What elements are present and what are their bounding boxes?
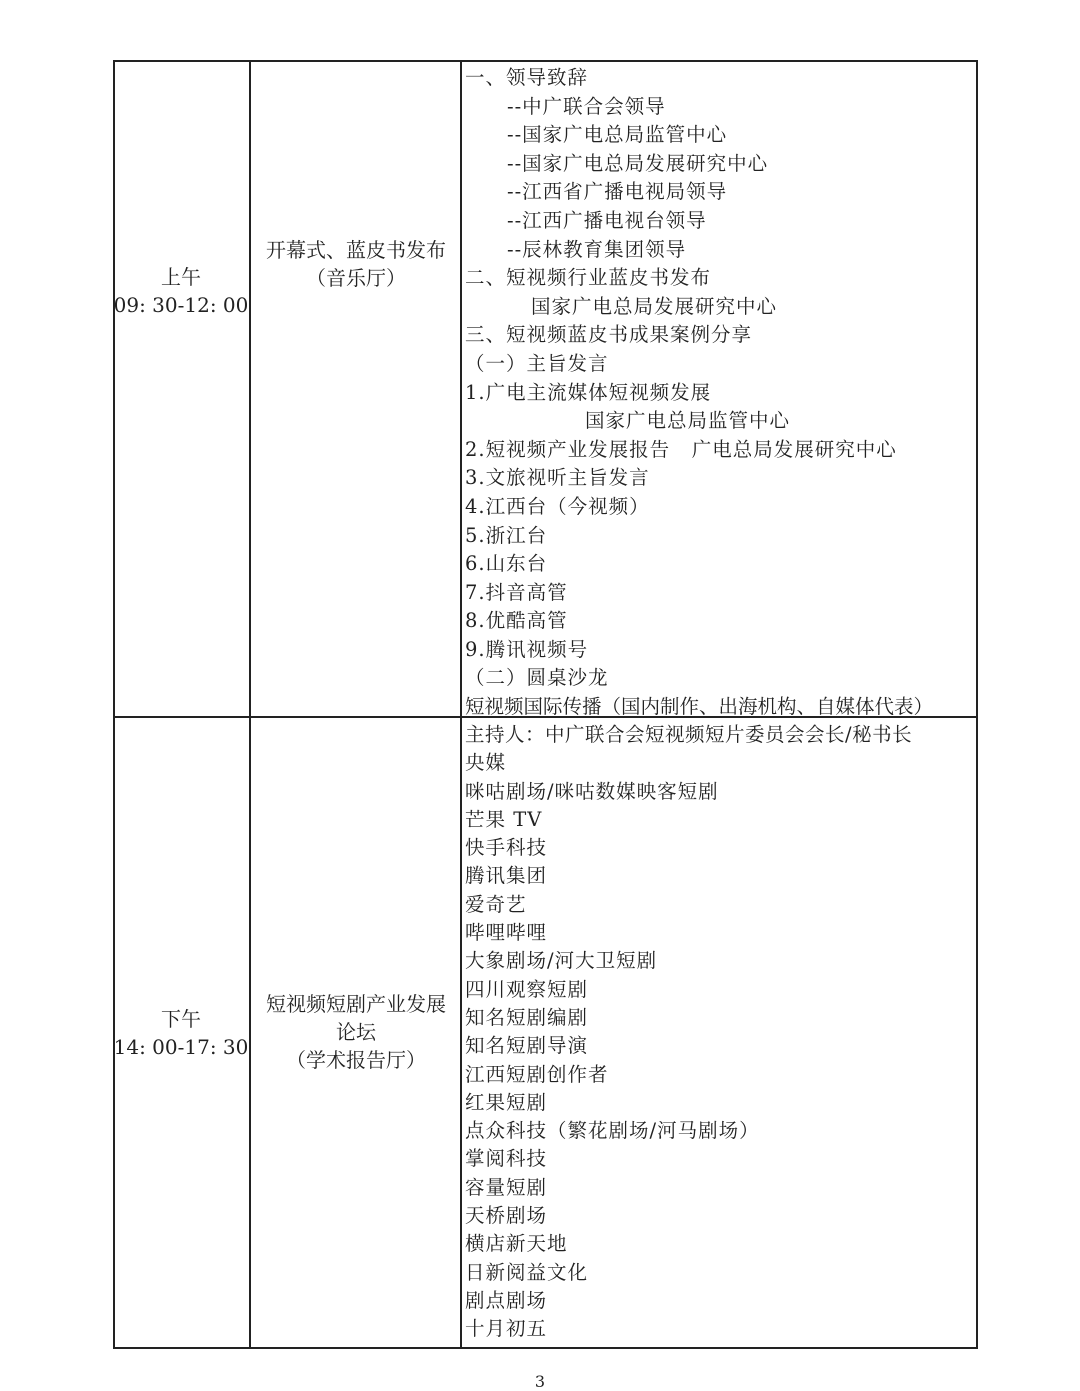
agenda-line: --国家广电总局监管中心 xyxy=(507,123,728,147)
participant-line: 日新阅益文化 xyxy=(465,1260,589,1284)
afternoon-time-cell xyxy=(113,1005,249,1061)
participant-line: 江西短剧创作者 xyxy=(465,1062,609,1086)
agenda-line: --国家广电总局发展研究中心 xyxy=(507,151,769,175)
agenda-line: 6.山东台 xyxy=(465,552,548,576)
agenda-line: --辰林教育集团领导 xyxy=(507,237,687,261)
participant-line: 央媒 xyxy=(465,751,507,775)
morning-session-title: 开幕式、蓝皮书发布 xyxy=(266,238,446,262)
agenda-line: 7.抖音高管 xyxy=(465,580,568,604)
agenda-line: 2.短视频产业发展报告 广电总局发展研究中心 xyxy=(465,437,897,461)
morning-time-cell xyxy=(113,263,249,319)
agenda-line: --中广联合会领导 xyxy=(507,94,666,118)
participant-line: 十月初五 xyxy=(465,1317,548,1341)
afternoon-time-range: 14: 00-17: 30 xyxy=(113,1035,249,1059)
participant-line: 咪咕剧场/咪咕数媒映客短剧 xyxy=(465,779,719,803)
participant-line: 快手科技 xyxy=(465,836,548,860)
participant-line: 爱奇艺 xyxy=(465,892,527,916)
agenda-line: 短视频国际传播（国内制作、出海机构、自媒体代表） xyxy=(465,695,934,719)
agenda-line: 4.江西台（今视频） xyxy=(465,494,650,518)
morning-time-range: 09: 30-12: 00 xyxy=(113,293,249,317)
agenda-line: 9.腾讯视频号 xyxy=(465,637,589,661)
agenda-line: 1.广电主流媒体短视频发展 xyxy=(465,380,712,404)
page-number: 3 xyxy=(534,1372,546,1391)
agenda-line: --江西广播电视台领导 xyxy=(507,208,707,232)
morning-session-cell xyxy=(251,236,461,292)
participant-line: 主持人：中广联合会短视频短片委员会会长/秘书长 xyxy=(465,723,913,746)
agenda-line: 二、短视频行业蓝皮书发布 xyxy=(465,266,712,290)
participant-line: 天桥剧场 xyxy=(465,1204,548,1228)
afternoon-session-title-line2: 论坛 xyxy=(336,1020,376,1044)
afternoon-session-venue: （学术报告厅） xyxy=(286,1048,426,1072)
participant-line: 四川观察短剧 xyxy=(465,977,589,1001)
participant-line: 大象剧场/河大卫短剧 xyxy=(465,949,658,973)
agenda-line: （一）主旨发言 xyxy=(465,351,609,375)
agenda-line: 国家广电总局发展研究中心 xyxy=(531,294,778,318)
agenda-line: --江西省广播电视局领导 xyxy=(507,180,728,204)
participant-line: 哔哩哔哩 xyxy=(465,921,548,945)
participant-line: 剧点剧场 xyxy=(465,1288,548,1312)
agenda-line: 8.优酷高管 xyxy=(465,609,568,633)
agenda-line: 一、领导致辞 xyxy=(465,66,589,89)
participant-line: 横店新天地 xyxy=(465,1232,568,1256)
participant-line: 点众科技（繁花剧场/河马剧场） xyxy=(465,1119,760,1143)
participant-line: 知名短剧导演 xyxy=(465,1034,589,1058)
agenda-line: 国家广电总局监管中心 xyxy=(585,409,791,433)
participant-line: 容量短剧 xyxy=(465,1175,548,1199)
afternoon-session-cell xyxy=(251,990,461,1074)
agenda-line: （二）圆桌沙龙 xyxy=(465,666,609,690)
agenda-line: 3.文旅视听主旨发言 xyxy=(465,466,650,490)
afternoon-session-title-line1: 短视频短剧产业发展 xyxy=(266,992,446,1016)
afternoon-participant-list xyxy=(465,721,977,1344)
participant-line: 腾讯集团 xyxy=(465,864,548,888)
participant-line: 知名短剧编剧 xyxy=(465,1005,589,1029)
morning-session-venue: （音乐厅） xyxy=(306,266,406,290)
participant-line: 芒果 TV xyxy=(465,807,543,831)
morning-time-label: 上午 xyxy=(161,265,201,289)
agenda-line: 三、短视频蓝皮书成果案例分享 xyxy=(465,323,753,347)
morning-agenda-list xyxy=(465,64,977,722)
afternoon-time-label: 下午 xyxy=(161,1007,201,1031)
participant-line: 掌阅科技 xyxy=(465,1147,548,1171)
agenda-line: 5.浙江台 xyxy=(465,523,548,547)
participant-line: 红果短剧 xyxy=(465,1090,548,1114)
